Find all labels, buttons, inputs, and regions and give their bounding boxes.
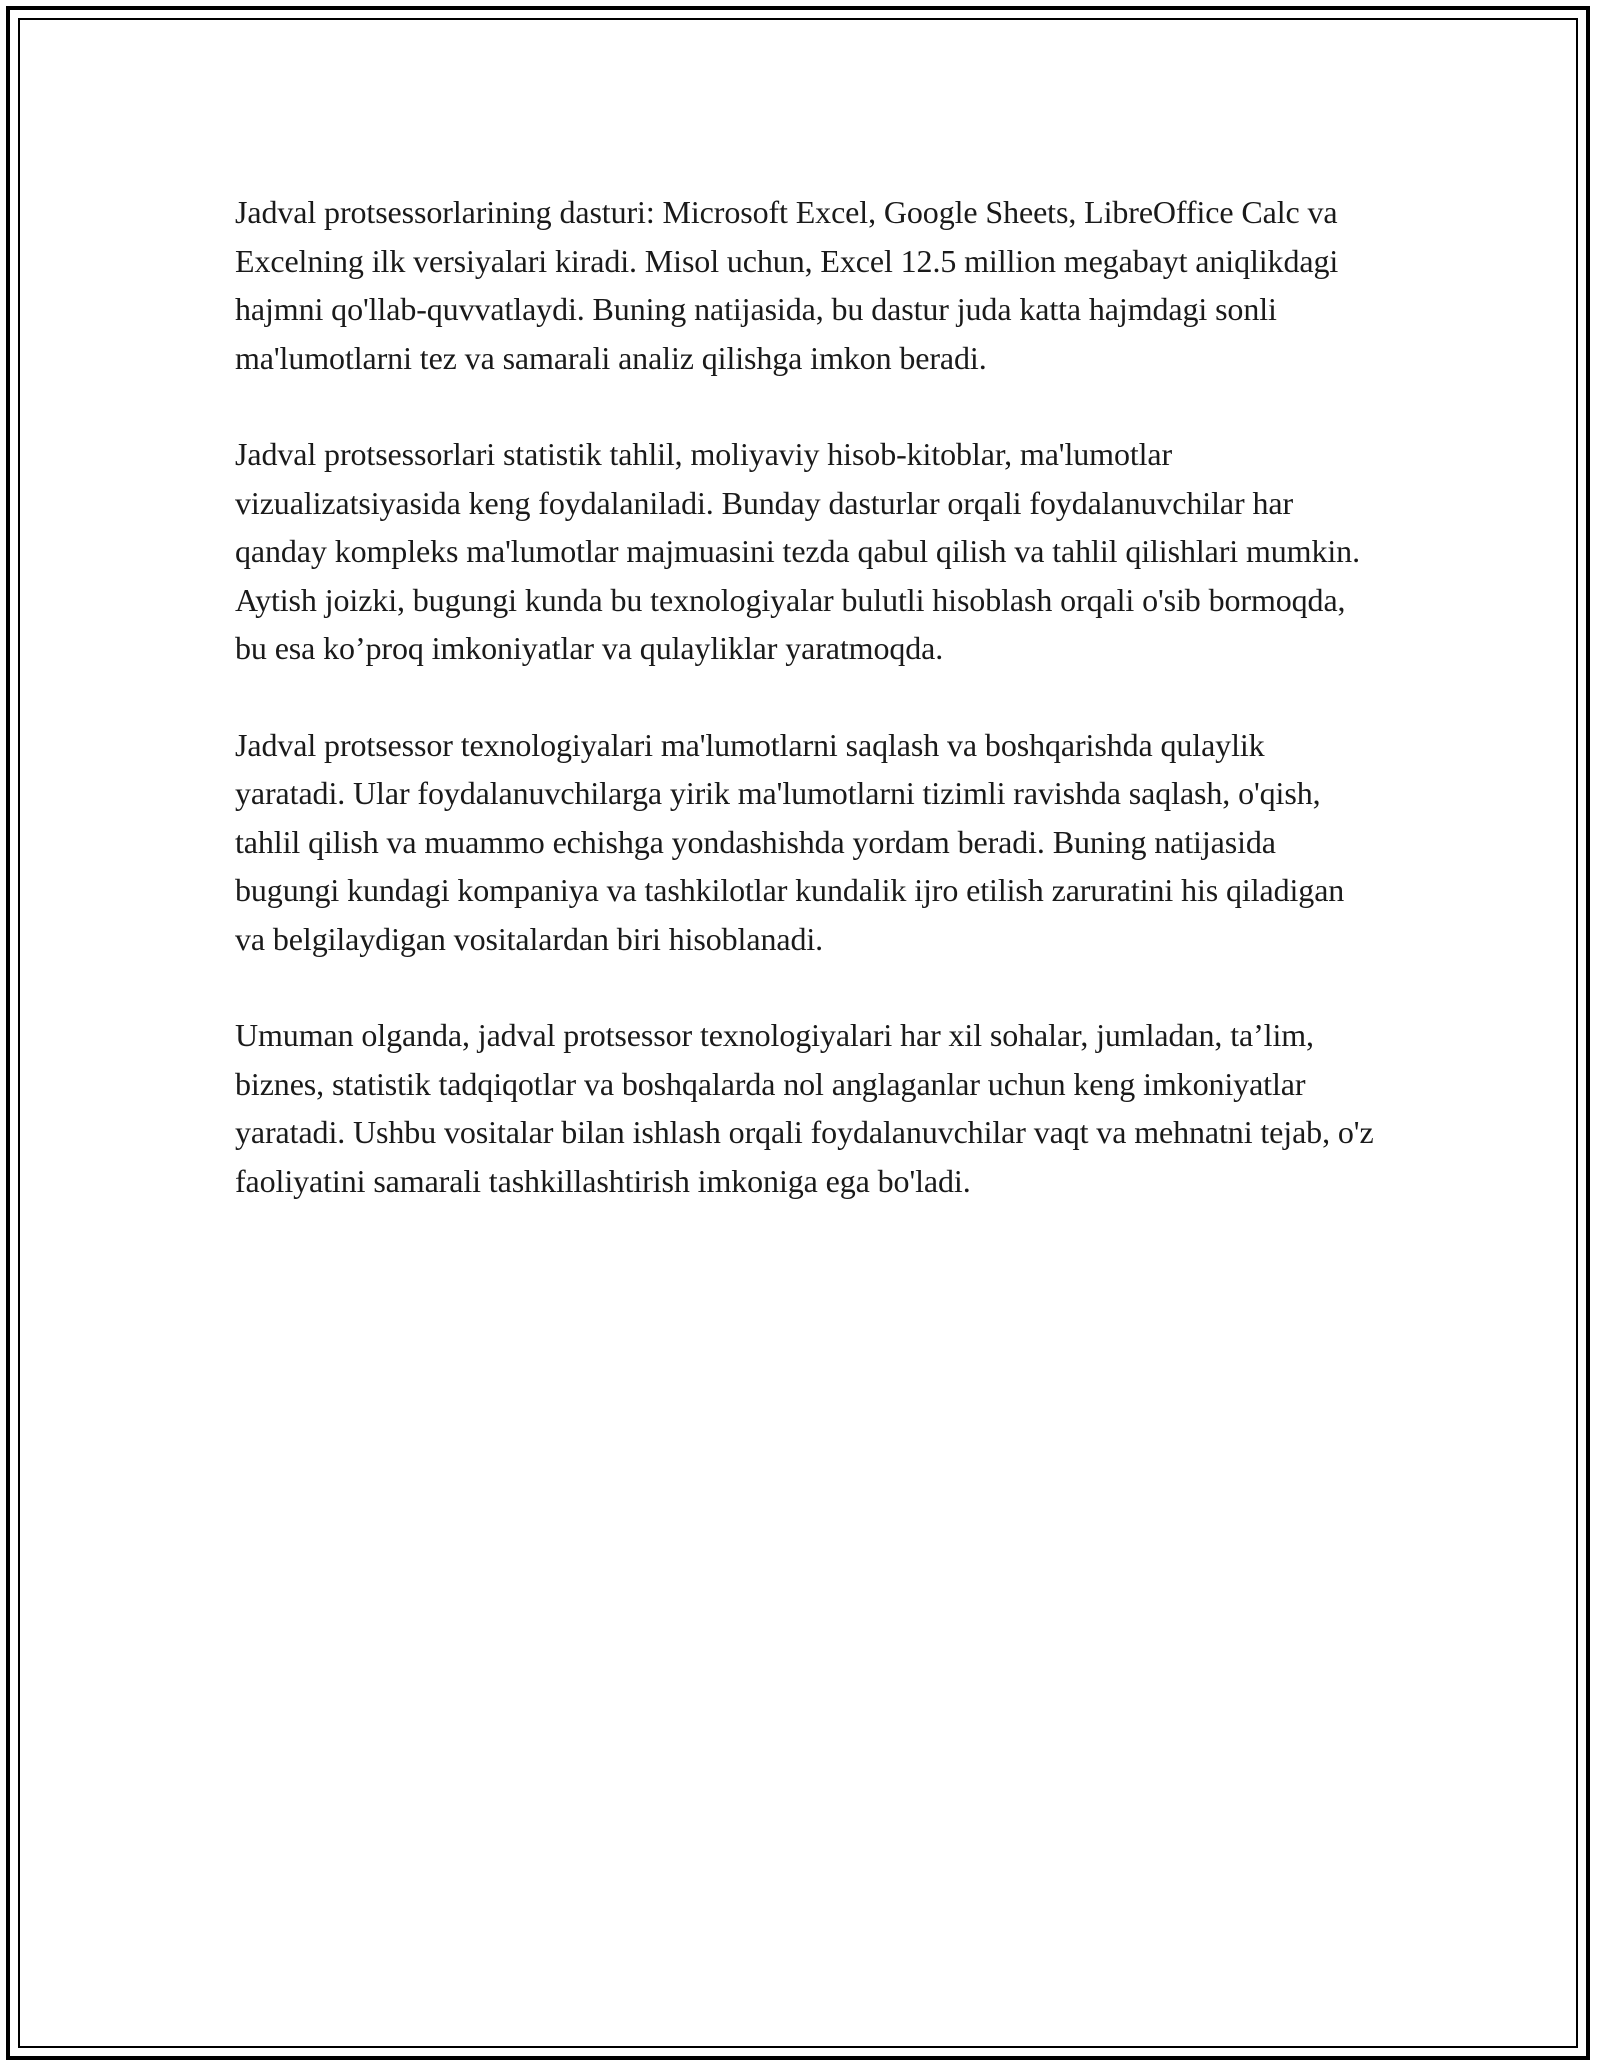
paragraph-1: Jadval protsessorlarining dasturi: Microsoft Excel, Google Sheets, LibreOffice Calc va Excelning ilk versiyalari kiradi. Misol uchun, Excel 12.5 million megabayt aniqlikdagi hajmni qo'llab-quvvatlaydi. Buning natijasida, bu dastur juda katta hajmdagi sonli ma'lumotlarni tez va samarali analiz qilishga imkon beradi. [235,194,1339,376]
paragraph-3: Jadval protsessor texnologiyalari ma'lumotlarni saqlash va boshqarishda qulaylik yaratadi. Ular foydalanuvchilarga yirik ma'lumotlarni tizimli ravishda saqlash, o'qish, tahlil qilish va muammo echishga yondashishda yordam beradi. Buning natijasida bugungi kundagi kompaniya va tashkilotlar kundalik ijro etilish zaruratini his qiladigan va belgilaydigan vositalardan biri hisoblanadi. [235,726,1345,957]
paragraph-2: Jadval protsessorlari statistik tahlil, moliyaviy hisob-kitoblar, ma'lumotlar vizualizatsiyasida keng foydalaniladi. Bunday dasturlar orqali foydalanuvchilar har qanday kompleks ma'lumotlar majmuasini tezda qabul qilish va tahlil qilishlari mumkin. Aytish joizki, bugungi kunda bu texnologiyalar bulutli hisoblash orqali o'sib bormoqda, bu esa ko’proq imkoniyatlar va qulayliklar yaratmoqda. [235,436,1360,666]
paragraph-4: Umuman olganda, jadval protsessor texnologiyalari har xil sohalar, jumladan, ta’lim, biznes, statistik tadqiqotlar va boshqalarda nol anglaganlar uchun keng imkoniyatlar yaratadi. Ushbu vositalar bilan ishlash orqali foydalanuvchilar vaqt va mehnatni tejab, o'z faoliyatini samarali tashkillashtirish imkoniga ega bo'ladi. [235,1017,1374,1199]
document-body [235,188,1375,1253]
